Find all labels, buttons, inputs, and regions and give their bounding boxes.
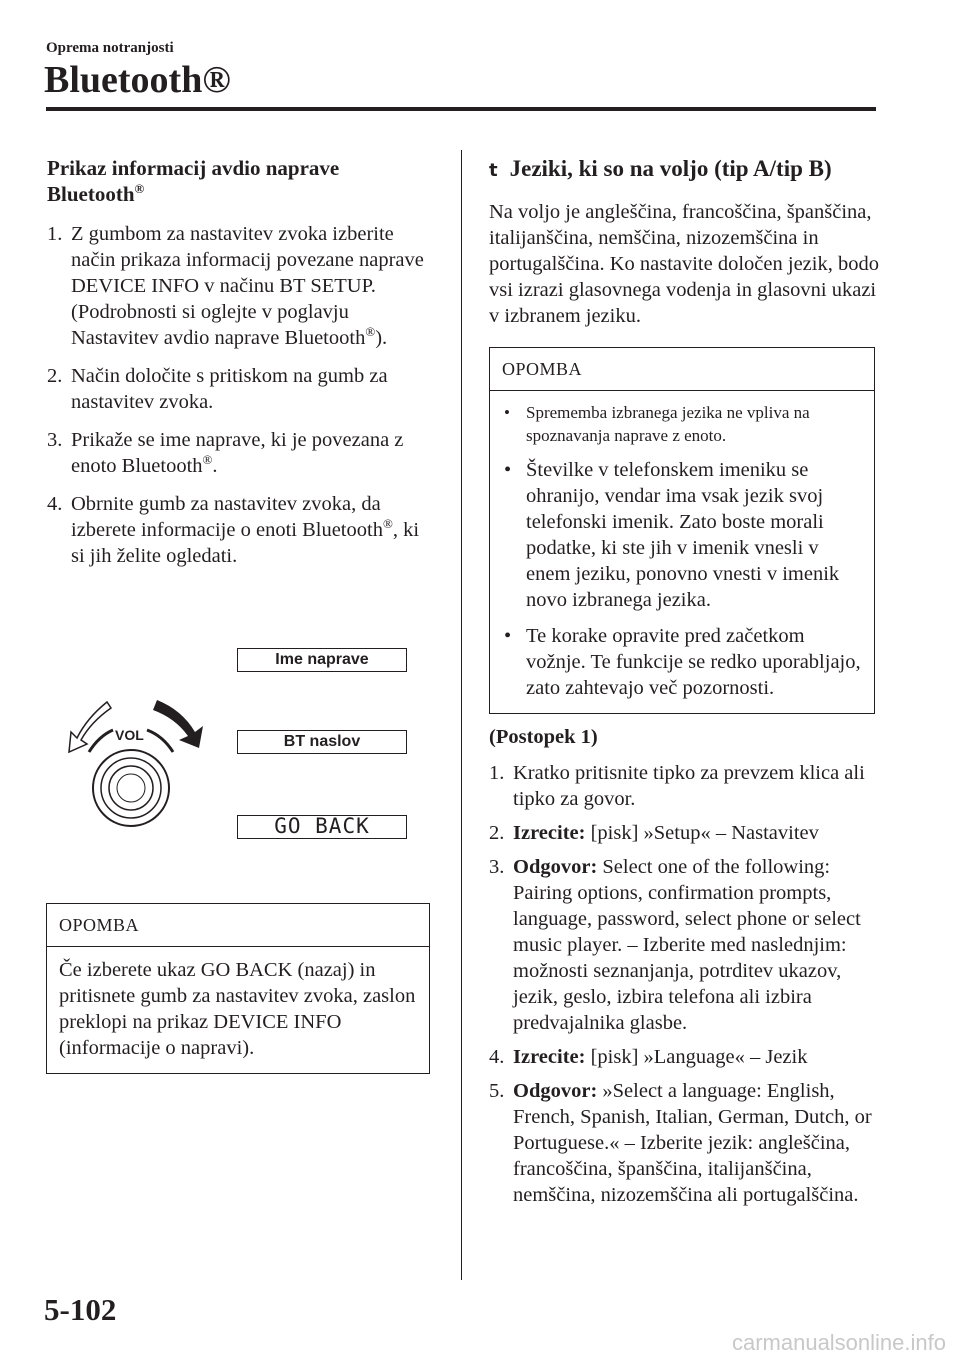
step-text: Način določite s pritiskom na gumb za nastavitev zvoka. xyxy=(71,365,388,413)
right-step-2 xyxy=(489,820,879,846)
right-steps xyxy=(489,760,879,1208)
left-step-4 xyxy=(47,491,437,569)
bullet-icon: • xyxy=(504,403,510,422)
knob-arc-icon xyxy=(89,730,113,752)
note-text: Če izberete ukaz GO BACK (nazaj) in pritisnete gumb za nastavitev zvoka, zaslon preklopi na prikaz DEVICE INFO (informacije o napravi). xyxy=(59,959,416,1059)
step-number: 2. xyxy=(489,822,505,844)
display-bt-address: BT naslov xyxy=(237,730,407,754)
note-list xyxy=(502,401,862,701)
note-item-text: Številke v telefonskem imeniku se ohranijo, vendar ima vsak jezik svoj telefonski imenik. Zato boste morali podatke, ki ste jih v imenik vnesli v enem jeziku, ponovno vnesti v imenik novo izbranega jezika. xyxy=(526,459,840,611)
note-heading: OPOMBA xyxy=(490,348,874,391)
right-intro: Na voljo je angleščina, francoščina, španščina, italijanščina, nemščina, nizozemščina in portugalščina. Ko nastavite določen jezik, bodo vsi izrazi glasovnega vodenja in glasovni ukazi v izbranem jeziku. xyxy=(489,201,879,327)
title-rule xyxy=(46,107,876,111)
right-column xyxy=(489,155,879,1208)
note-heading: OPOMBA xyxy=(47,904,429,947)
right-heading xyxy=(489,155,879,185)
registered-mark: ® xyxy=(365,324,376,340)
registered-mark: ® xyxy=(134,181,145,196)
note-item-text: Sprememba izbranega jezika ne vpliva na spoznavanja naprave z enoto. xyxy=(526,403,810,445)
section-bullet-icon: t xyxy=(489,160,498,181)
registered-mark: ® xyxy=(382,516,393,532)
step-number: 2. xyxy=(47,365,63,387)
right-step-1 xyxy=(489,760,879,812)
page-title: Bluetooth® xyxy=(44,59,231,101)
step-number: 4. xyxy=(47,493,63,515)
step-number: 1. xyxy=(489,762,505,784)
step-text-end: , ki si jih želite ogledati. xyxy=(71,519,420,567)
bullet-icon: • xyxy=(504,625,512,647)
left-step-2 xyxy=(47,363,437,415)
step-text-end: ). xyxy=(375,327,388,349)
left-column xyxy=(47,155,437,581)
step-number: 3. xyxy=(47,429,63,451)
rotate-right-arrow-icon xyxy=(153,700,203,748)
note-body xyxy=(490,391,874,713)
step-text: Z gumbom za nastavitev zvoka izberite način prikaza informacij povezane naprave DEVICE INFO v načinu BT SETUP. (Podrobnosti si oglejte v poglavju Nastavitev avdio naprave Bluetooth xyxy=(71,223,424,349)
step-text: [pisk] »Setup« – Nastavitev xyxy=(585,822,819,844)
step-keyword: Izrecite: xyxy=(513,1046,586,1068)
vol-label: VOL xyxy=(115,727,144,743)
right-step-4 xyxy=(489,1044,879,1070)
note-item-text: Te korake opravite pred začetkom vožnje. Te funkcije se redko uporabljajo, zato zahtevajo več pozornosti. xyxy=(526,625,861,699)
step-number: 4. xyxy=(489,1046,505,1068)
left-heading-line1: Prikaz informacij avdio naprave xyxy=(47,156,340,180)
volume-knob-figure xyxy=(47,640,427,850)
bullet-icon: • xyxy=(504,459,512,481)
step-text: Obrnite gumb za nastavitev zvoka, da izberete informacije o enoti Bluetooth xyxy=(71,493,383,541)
step-text: [pisk] »Language« – Jezik xyxy=(585,1046,808,1068)
step-keyword: Izrecite: xyxy=(513,822,586,844)
rotate-left-arrow-icon xyxy=(69,702,111,752)
step-text: Kratko pritisnite tipko za prevzem klica ali tipko za govor. xyxy=(513,762,865,810)
step-text: Prikaže se ime naprave, ki je povezana z enoto Bluetooth xyxy=(71,429,404,477)
left-heading-line2: Bluetooth xyxy=(47,182,135,206)
registered-mark: ® xyxy=(202,452,213,468)
step-text: »Select a language: English, French, Spanish, Italian, German, Dutch, or Portuguese.« – Izberite jezik: angleščina, francoščina, španščina, italijanščina, nemščina, nizozemščina ali portugalščina. xyxy=(513,1080,872,1206)
page-number: 5-102 xyxy=(44,1292,117,1327)
step-number: 1. xyxy=(47,223,63,245)
left-step-3 xyxy=(47,427,437,479)
step-number: 5. xyxy=(489,1080,505,1102)
right-heading-text: Jeziki, ki so na voljo (tip A/tip B) xyxy=(509,156,832,181)
left-steps xyxy=(47,221,437,569)
step-keyword: Odgovor: xyxy=(513,856,598,878)
note-item xyxy=(502,457,862,613)
volume-knob-illustration xyxy=(47,640,217,850)
left-note-box xyxy=(46,903,430,1074)
step-text: Select one of the following: Pairing options, confirmation prompts, language, password, select phone or select music player. – Izberite med naslednjim: možnosti seznanjanja, potrditev ukazov, jezik, geslo, izbira telefona ali izbira predvajalnika glasbe. xyxy=(513,856,861,1034)
right-step-5 xyxy=(489,1078,879,1208)
section-label: Oprema notranjosti xyxy=(46,40,174,56)
display-go-back: GO BACK xyxy=(237,815,407,839)
display-device-name: Ime naprave xyxy=(237,648,407,672)
column-divider xyxy=(461,150,462,1280)
knob-center xyxy=(117,774,145,802)
left-heading xyxy=(47,155,437,207)
right-note-box xyxy=(489,347,875,714)
knob-arc-icon xyxy=(147,730,173,752)
step-text-end: . xyxy=(212,455,218,477)
note-item xyxy=(502,401,862,447)
right-step-3 xyxy=(489,854,879,1036)
watermark: carmanualsonline.info xyxy=(731,1330,946,1355)
step-number: 3. xyxy=(489,856,505,878)
left-step-1 xyxy=(47,221,437,351)
procedure-label: (Postopek 1) xyxy=(489,726,598,748)
note-item xyxy=(502,623,862,701)
step-keyword: Odgovor: xyxy=(513,1080,598,1102)
